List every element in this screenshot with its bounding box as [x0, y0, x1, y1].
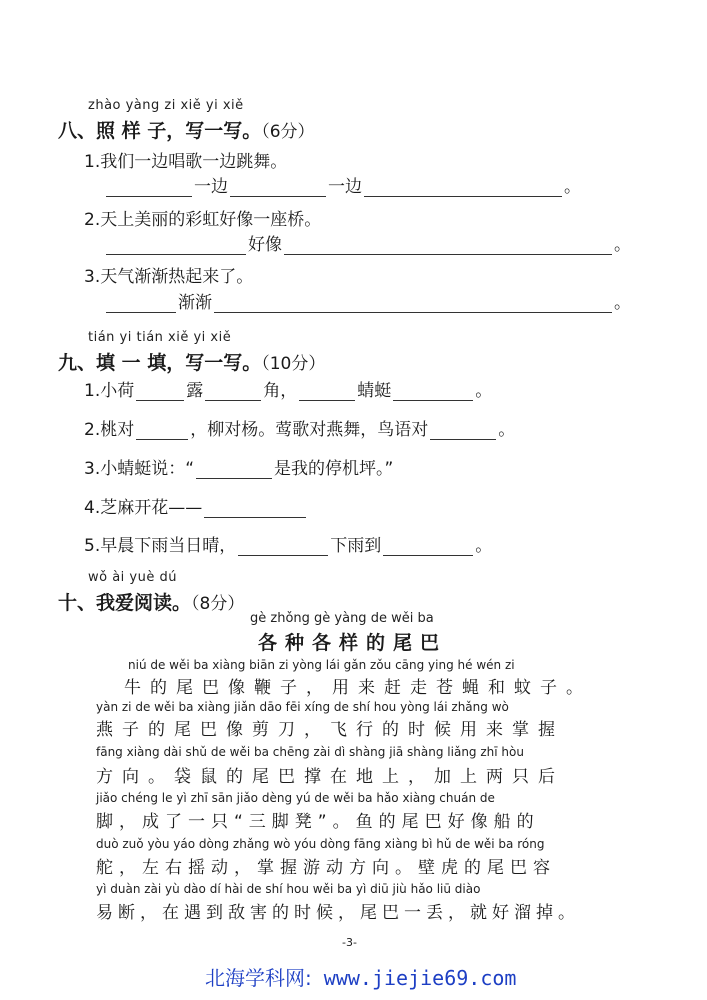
s9-q5	[84, 531, 492, 556]
text: 露	[186, 381, 204, 401]
section8-pinyin: zhào yàng zi xiě yi xiě	[88, 98, 244, 113]
passage-pinyin-6: yì duàn zài yù dào dí hài de shí hou wěi ba yì diū jiù hǎo liū diào	[96, 882, 481, 896]
s8-q2-example: 2.天上美丽的彩虹好像一座桥。	[84, 210, 322, 230]
text: 是我的停机坪。”	[274, 459, 394, 479]
footer-watermark[interactable]	[205, 962, 516, 991]
passage-title-pinyin: gè zhǒng gè yàng de wěi ba	[250, 611, 434, 626]
passage-line-1: 牛的尾巴像鞭子，用来赶走苍蝇和蚊子。	[124, 678, 592, 698]
section8-score: （6分）	[261, 122, 315, 142]
text: 4.芝麻开花——	[84, 498, 203, 518]
section10-pinyin: wǒ ài yuè dú	[88, 570, 177, 585]
section10-heading	[58, 588, 244, 615]
word: 一边	[328, 177, 362, 197]
answer-blank[interactable]	[238, 537, 328, 556]
footer-site-name: 北海学科网:	[205, 966, 312, 990]
answer-blank[interactable]	[364, 178, 562, 197]
s8-q1-answer	[104, 172, 581, 197]
s9-q1	[84, 376, 492, 401]
s9-q3	[84, 454, 393, 479]
passage-pinyin-4: jiǎo chéng le yì zhī sān jiǎo dèng yú de wěi ba hǎo xiàng chuán de	[96, 791, 495, 805]
page-number: -3-	[342, 936, 357, 949]
text: 。	[475, 536, 493, 556]
text: 。	[498, 420, 516, 440]
s8-q3-answer	[104, 288, 631, 313]
answer-blank[interactable]	[393, 382, 473, 401]
passage-pinyin-2: yàn zi de wěi ba xiàng jiǎn dāo fēi xíng de shí hou yòng lái zhǎng wò	[96, 700, 509, 714]
s9-q4	[84, 493, 308, 518]
passage-line-5: 舵，左右摇动，掌握游动方向。壁虎的尾巴容	[96, 858, 556, 878]
answer-blank[interactable]	[136, 421, 188, 440]
section9-pinyin: tián yi tián xiě yi xiě	[88, 330, 232, 345]
text: 蜻蜓	[357, 381, 392, 401]
answer-blank[interactable]	[106, 178, 192, 197]
answer-blank[interactable]	[430, 421, 496, 440]
passage-pinyin-1: niú de wěi ba xiàng biān zi yòng lái gǎn zǒu cāng ying hé wén zi	[128, 658, 515, 672]
passage-line-2: 燕子的尾巴像剪刀，飞行的时候用来掌握	[96, 720, 564, 740]
punct: 。	[614, 293, 631, 313]
section10-score: （8分）	[191, 594, 245, 614]
s8-q1-example: 1.我们一边唱歌一边跳舞。	[84, 152, 288, 172]
passage-pinyin-3: fāng xiàng dài shǔ de wěi ba chēng zài dì shàng jiā shàng liǎng zhī hòu	[96, 745, 524, 759]
s9-q2	[84, 415, 515, 440]
passage-title: 各种各样的尾巴	[258, 632, 448, 654]
passage-line-4: 脚，成了一只“三脚凳”。鱼的尾巴好像船的	[96, 812, 540, 832]
answer-blank[interactable]	[205, 382, 261, 401]
s8-q2-answer	[104, 230, 631, 255]
text: 1.小荷	[84, 381, 135, 401]
section10-heading-text: 十、我爱阅读。	[58, 592, 192, 614]
text: ，柳对杨。莺歌对燕舞，鸟语对	[190, 420, 429, 440]
text: 。	[475, 381, 493, 401]
text: 角，	[263, 381, 298, 401]
answer-blank[interactable]	[106, 236, 246, 255]
word: 好像	[248, 235, 282, 255]
answer-blank[interactable]	[106, 294, 176, 313]
punct: 。	[564, 177, 581, 197]
answer-blank[interactable]	[204, 499, 306, 518]
passage-pinyin-5: duò zuǒ yòu yáo dòng zhǎng wò yóu dòng fāng xiàng bì hǔ de wěi ba róng	[96, 837, 545, 851]
answer-blank[interactable]	[230, 178, 326, 197]
word: 渐渐	[178, 293, 212, 313]
answer-blank[interactable]	[136, 382, 184, 401]
s8-q3-example: 3.天气渐渐热起来了。	[84, 267, 254, 287]
word: 一边	[194, 177, 228, 197]
answer-blank[interactable]	[284, 236, 612, 255]
passage-line-6: 易断，在遇到敌害的时候，尾巴一丢，就好溜掉。	[96, 903, 580, 923]
footer-url[interactable]: www.jiejie69.com	[311, 966, 517, 990]
punct: 。	[614, 235, 631, 255]
text: 5.早晨下雨当日晴，	[84, 536, 237, 556]
passage-line-3: 方向。袋鼠的尾巴撑在地上，加上两只后	[96, 767, 564, 787]
text: 2.桃对	[84, 420, 135, 440]
section8-heading-text: 八、照 样 子，写一写。	[58, 120, 262, 142]
answer-blank[interactable]	[214, 294, 612, 313]
text: 下雨到	[330, 536, 382, 556]
section9-heading-text: 九、填 一 填，写一写。	[58, 352, 262, 374]
section9-heading	[58, 348, 325, 375]
answer-blank[interactable]	[383, 537, 473, 556]
section8-heading	[58, 116, 315, 143]
section9-score: （10分）	[261, 354, 326, 374]
text: 3.小蜻蜓说：“	[84, 459, 195, 479]
answer-blank[interactable]	[299, 382, 355, 401]
answer-blank[interactable]	[196, 460, 272, 479]
